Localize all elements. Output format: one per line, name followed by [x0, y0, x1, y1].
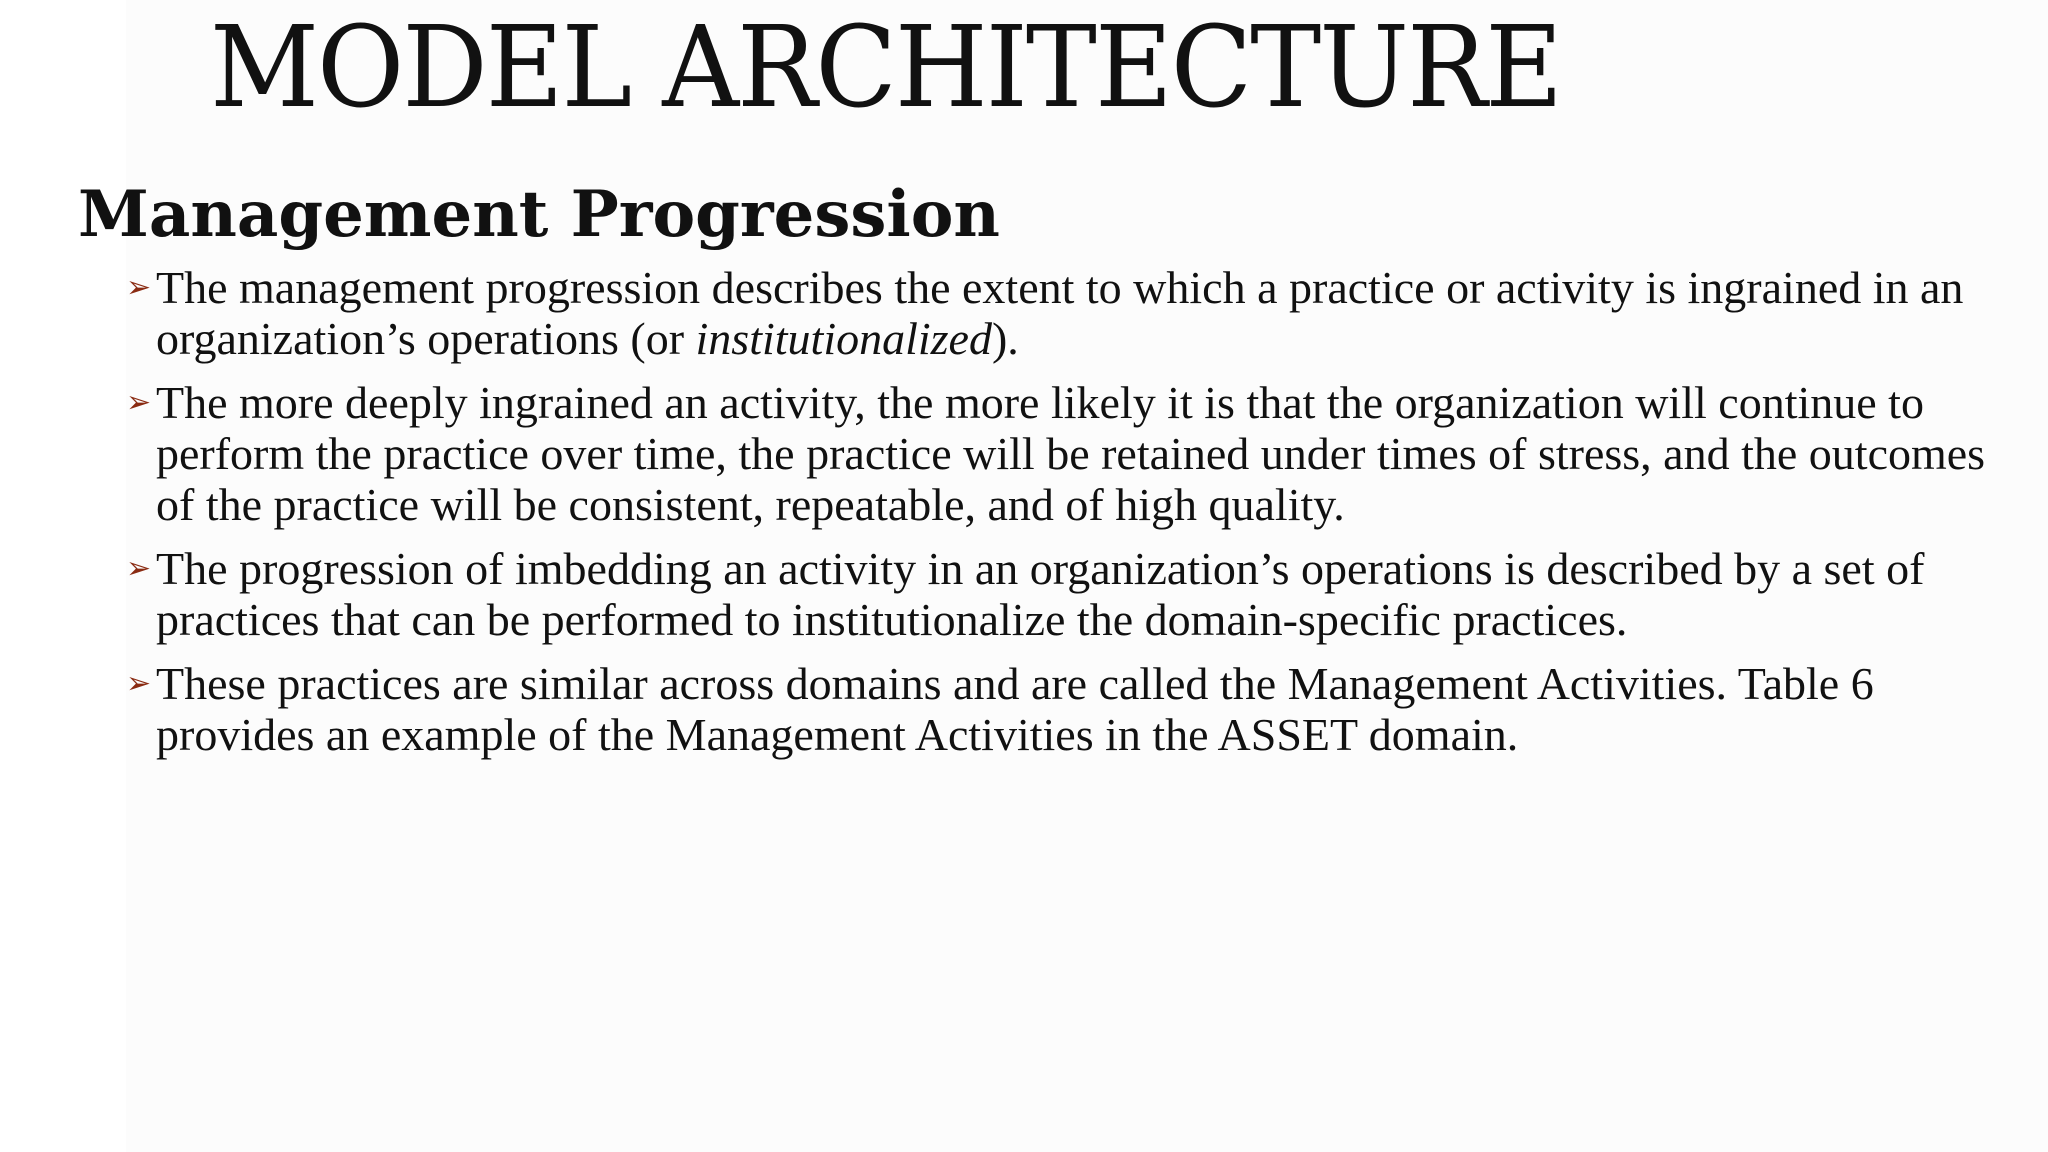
bullet-text [156, 262, 1963, 364]
bullet-emphasis: institutionalized [695, 313, 992, 364]
bullet-text: The progression of imbedding an activity in an organization’s operations is described by a set of practices that can be performed to institutionalize the domain-specific practices. [156, 543, 1925, 645]
arrow-bullet-icon: ➢ [126, 271, 152, 304]
arrow-bullet-icon: ➢ [126, 386, 152, 419]
arrow-bullet-icon: ➢ [126, 667, 152, 700]
arrow-bullet-icon: ➢ [126, 552, 152, 585]
bullet-item [126, 377, 2006, 530]
bullet-text: These practices are similar across domains and are called the Management Activities. Table 6 provides an example of the Management Activities in the ASSET domain. [156, 658, 1874, 760]
bullet-text-end: ). [991, 313, 1019, 364]
bullet-text-start: The management progression describes the extent to which a practice or activity is ingrained in an organization’s operations (or [156, 262, 1964, 364]
bullet-item [126, 543, 2006, 645]
bullet-item [126, 658, 2006, 760]
bullet-list [126, 262, 2006, 773]
slide-title: MODEL ARCHITECTURE [210, 3, 1562, 133]
bullet-item [126, 262, 2006, 364]
section-heading: Management Progression [78, 177, 1000, 252]
bullet-text: The more deeply ingrained an activity, the more likely it is that the organization will continue to perform the practice over time, the practice will be retained under times of stress, and the outcomes of the practice will be consistent, repeatable, and of high quality. [156, 377, 1986, 530]
